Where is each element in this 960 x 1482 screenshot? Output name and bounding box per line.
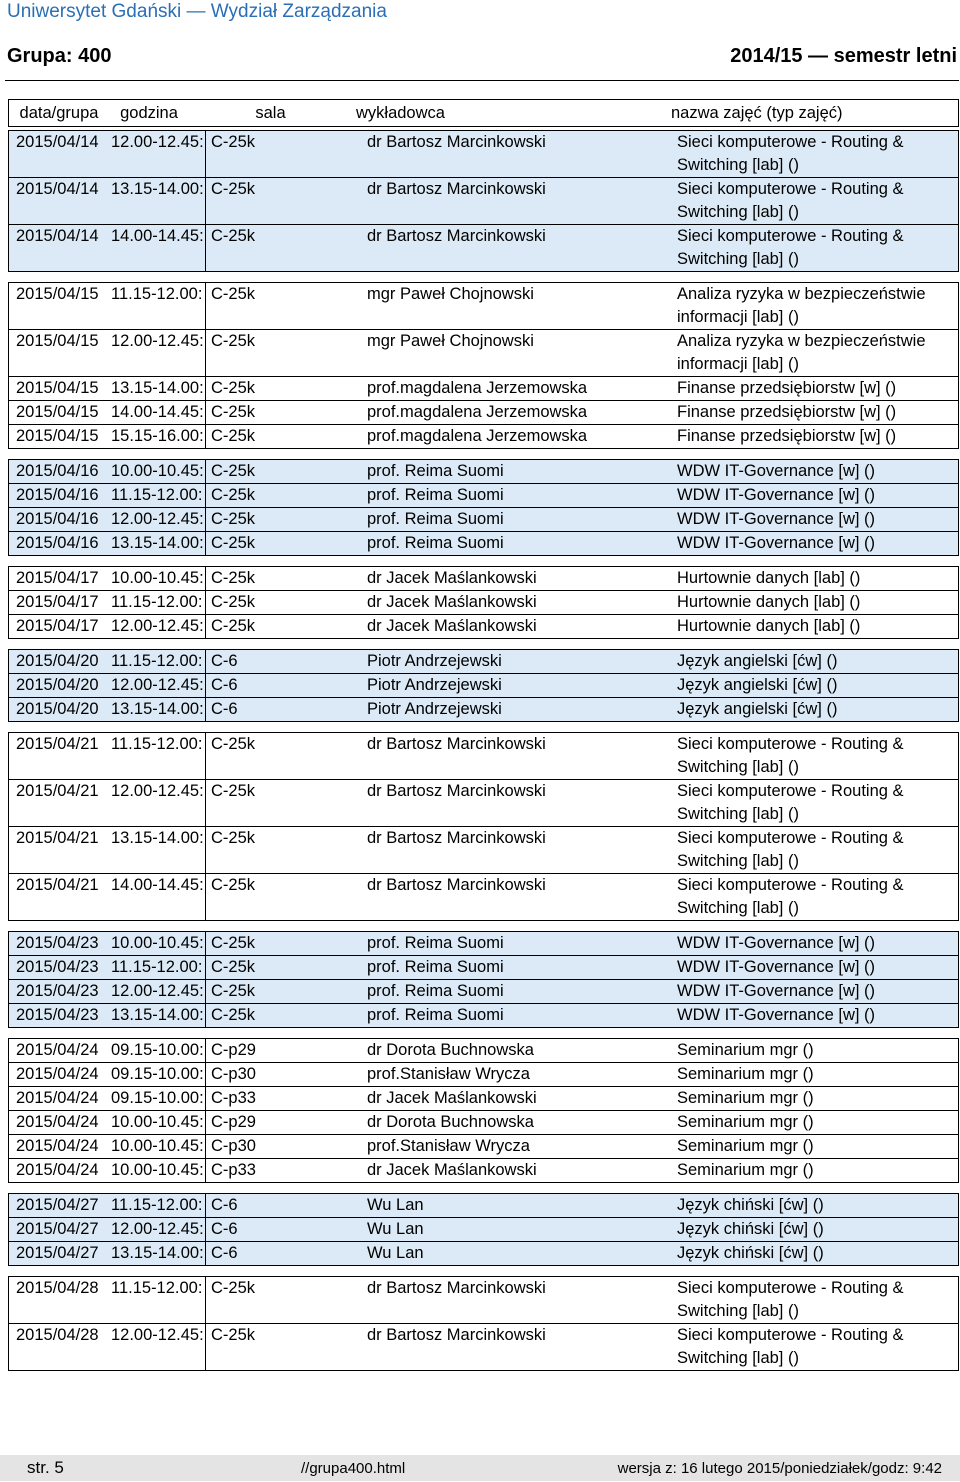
cell-room: C-p33 <box>211 1089 256 1107</box>
cell-room: C-25k <box>211 133 256 151</box>
table-row <box>8 826 959 874</box>
cell-teacher: prof. Reima Suomi <box>367 486 504 504</box>
cell-date: 2015/04/16 <box>16 534 99 552</box>
cell-date: 2015/04/16 <box>16 486 99 504</box>
cell-time: 15.15-16.00: <box>109 425 206 448</box>
table-row <box>8 282 959 330</box>
cell-room: C-p29 <box>211 1113 256 1131</box>
table-row <box>8 224 959 272</box>
cell-time: 12.00-12.45: <box>109 131 206 177</box>
header-teacher: wykładowca <box>356 103 445 122</box>
cell-room: C-25k <box>211 403 256 421</box>
cell-room: C-25k <box>211 462 256 480</box>
cell-time: 12.00-12.45: <box>109 1324 206 1370</box>
cell-date: 2015/04/20 <box>16 700 99 718</box>
cell-date: 2015/04/21 <box>16 829 99 847</box>
table-row <box>8 376 959 401</box>
cell-date: 2015/04/17 <box>16 569 99 587</box>
cell-teacher: dr Dorota Buchnowska <box>367 1041 534 1059</box>
cell-date: 2015/04/14 <box>16 180 99 198</box>
schedule-table <box>8 99 959 1382</box>
table-row <box>8 697 959 722</box>
cell-room: C-25k <box>211 379 256 397</box>
table-row <box>8 531 959 556</box>
cell-subject: Seminarium mgr () <box>677 1137 814 1155</box>
cell-teacher: dr Jacek Maślankowski <box>367 1089 537 1107</box>
cell-date: 2015/04/24 <box>16 1089 99 1107</box>
cell-date: 2015/04/24 <box>16 1113 99 1131</box>
cell-time: 10.00-10.45: <box>109 460 206 483</box>
cell-teacher: dr Jacek Maślankowski <box>367 593 537 611</box>
cell-teacher: dr Bartosz Marcinkowski <box>367 782 546 800</box>
cell-subject: Język chiński [ćw] () <box>677 1196 824 1214</box>
cell-room: C-6 <box>211 1196 238 1214</box>
cell-date: 2015/04/28 <box>16 1279 99 1297</box>
cell-date: 2015/04/21 <box>16 876 99 894</box>
cell-room: C-6 <box>211 652 238 670</box>
cell-date: 2015/04/23 <box>16 934 99 952</box>
cell-room: C-25k <box>211 227 256 245</box>
cell-subject: WDW IT-Governance [w] () <box>677 462 876 480</box>
table-row <box>8 1193 959 1218</box>
cell-teacher: dr Bartosz Marcinkowski <box>367 180 546 198</box>
day-group <box>8 130 959 272</box>
cell-teacher: Piotr Andrzejewski <box>367 652 502 670</box>
header-date: data/grupa <box>19 103 99 122</box>
cell-teacher: Wu Lan <box>367 1220 424 1238</box>
cell-teacher: prof. Reima Suomi <box>367 982 504 1000</box>
table-row <box>8 459 959 484</box>
table-row <box>8 955 959 980</box>
table-header <box>8 99 959 127</box>
cell-time: 11.15-12.00: <box>109 484 206 507</box>
cell-date: 2015/04/27 <box>16 1244 99 1262</box>
cell-subject: WDW IT-Governance [w] () <box>677 934 876 952</box>
cell-subject: Hurtownie danych [lab] () <box>677 569 861 587</box>
cell-date: 2015/04/23 <box>16 958 99 976</box>
cell-teacher: prof.Stanisław Wrycza <box>367 1137 530 1155</box>
cell-teacher: dr Jacek Maślankowski <box>367 1161 537 1179</box>
table-row <box>8 732 959 780</box>
table-row <box>8 1323 959 1371</box>
cell-subject: Finanse przedsiębiorstw [w] () <box>677 403 897 421</box>
cell-time: 09.15-10.00: <box>109 1087 206 1110</box>
cell-subject: Finanse przedsiębiorstw [w] () <box>677 379 897 397</box>
cell-date: 2015/04/15 <box>16 285 99 303</box>
cell-room: C-25k <box>211 332 256 350</box>
table-row <box>8 1086 959 1111</box>
cell-subject: Seminarium mgr () <box>677 1161 814 1179</box>
semester-label: 2014/15 — semestr letni <box>730 45 957 67</box>
day-group <box>8 1038 959 1183</box>
table-row <box>8 1134 959 1159</box>
table-row <box>8 1003 959 1028</box>
cell-teacher: prof.magdalena Jerzemowska <box>367 403 588 421</box>
cell-subject: Sieci komputerowe - Routing & Switching [lab] () <box>677 1326 904 1367</box>
cell-teacher: dr Jacek Maślankowski <box>367 569 537 587</box>
cell-room: C-25k <box>211 1279 256 1297</box>
cell-time: 12.00-12.45: <box>109 980 206 1003</box>
cell-date: 2015/04/23 <box>16 982 99 1000</box>
cell-subject: Sieci komputerowe - Routing & Switching [lab] () <box>677 829 904 870</box>
cell-time: 10.00-10.45: <box>109 1111 206 1134</box>
cell-time: 10.00-10.45: <box>109 1135 206 1158</box>
page-url: //grupa400.html <box>301 1460 406 1477</box>
cell-room: C-6 <box>211 1220 238 1238</box>
cell-teacher: prof. Reima Suomi <box>367 510 504 528</box>
cell-teacher: dr Bartosz Marcinkowski <box>367 1279 546 1297</box>
cell-subject: Sieci komputerowe - Routing & Switching [lab] () <box>677 1279 904 1320</box>
cell-teacher: prof. Reima Suomi <box>367 934 504 952</box>
table-row <box>8 400 959 425</box>
table-row <box>8 424 959 449</box>
cell-time: 12.00-12.45: <box>109 1218 206 1241</box>
header-subject: nazwa zajęć (typ zajęć) <box>671 103 843 122</box>
cell-room: C-6 <box>211 700 238 718</box>
cell-subject: WDW IT-Governance [w] () <box>677 486 876 504</box>
cell-subject: Seminarium mgr () <box>677 1041 814 1059</box>
cell-date: 2015/04/15 <box>16 403 99 421</box>
cell-time: 11.15-12.00: <box>109 591 206 614</box>
table-row <box>8 1062 959 1087</box>
cell-time: 12.00-12.45: <box>109 615 206 638</box>
table-row <box>8 779 959 827</box>
cell-time: 14.00-14.45: <box>109 401 206 424</box>
cell-time: 09.15-10.00: <box>109 1063 206 1086</box>
cell-teacher: Wu Lan <box>367 1196 424 1214</box>
cell-teacher: dr Dorota Buchnowska <box>367 1113 534 1131</box>
cell-time: 13.15-14.00: <box>109 178 206 224</box>
cell-time: 12.00-12.45: <box>109 674 206 697</box>
cell-subject: Język angielski [ćw] () <box>677 676 838 694</box>
day-group <box>8 459 959 556</box>
cell-time: 14.00-14.45: <box>109 874 206 920</box>
cell-subject: Hurtownie danych [lab] () <box>677 617 861 635</box>
cell-subject: Sieci komputerowe - Routing & Switching [lab] () <box>677 227 904 268</box>
table-row <box>8 614 959 639</box>
cell-date: 2015/04/24 <box>16 1041 99 1059</box>
table-row <box>8 130 959 178</box>
cell-date: 2015/04/14 <box>16 227 99 245</box>
table-row <box>8 483 959 508</box>
day-group <box>8 732 959 921</box>
table-row <box>8 177 959 225</box>
cell-subject: Analiza ryzyka w bezpieczeństwie informacji [lab] () <box>677 332 926 373</box>
cell-subject: Seminarium mgr () <box>677 1113 814 1131</box>
cell-subject: Sieci komputerowe - Routing & Switching [lab] () <box>677 735 904 776</box>
table-row <box>8 1038 959 1063</box>
cell-room: C-25k <box>211 180 256 198</box>
cell-teacher: Wu Lan <box>367 1244 424 1262</box>
cell-room: C-6 <box>211 1244 238 1262</box>
version-info: wersja z: 16 lutego 2015/poniedziałek/godz: 9:42 <box>617 1460 942 1477</box>
cell-subject: WDW IT-Governance [w] () <box>677 510 876 528</box>
cell-date: 2015/04/24 <box>16 1065 99 1083</box>
header-room: sala <box>255 103 286 122</box>
cell-teacher: prof.magdalena Jerzemowska <box>367 427 588 445</box>
cell-time: 12.00-12.45: <box>109 330 206 376</box>
cell-date: 2015/04/15 <box>16 332 99 350</box>
cell-subject: Język angielski [ćw] () <box>677 652 838 670</box>
cell-teacher: prof.Stanisław Wrycza <box>367 1065 530 1083</box>
cell-time: 11.15-12.00: <box>109 956 206 979</box>
table-row <box>8 590 959 615</box>
cell-room: C-25k <box>211 1006 256 1024</box>
table-row <box>8 979 959 1004</box>
cell-room: C-25k <box>211 285 256 303</box>
cell-room: C-25k <box>211 1326 256 1344</box>
table-row <box>8 1276 959 1324</box>
cell-date: 2015/04/20 <box>16 676 99 694</box>
table-row <box>8 566 959 591</box>
cell-teacher: prof. Reima Suomi <box>367 534 504 552</box>
cell-room: C-p30 <box>211 1137 256 1155</box>
page-number: str. 5 <box>27 1458 64 1477</box>
cell-date: 2015/04/27 <box>16 1220 99 1238</box>
cell-teacher: dr Bartosz Marcinkowski <box>367 1326 546 1344</box>
cell-room: C-25k <box>211 958 256 976</box>
cell-time: 10.00-10.45: <box>109 1159 206 1182</box>
cell-time: 13.15-14.00: <box>109 698 206 721</box>
table-row <box>8 673 959 698</box>
cell-time: 13.15-14.00: <box>109 827 206 873</box>
day-group <box>8 1193 959 1266</box>
cell-teacher: mgr Paweł Chojnowski <box>367 332 534 350</box>
cell-room: C-25k <box>211 427 256 445</box>
cell-teacher: prof. Reima Suomi <box>367 958 504 976</box>
day-group <box>8 566 959 639</box>
header-divider <box>5 80 959 81</box>
cell-subject: Analiza ryzyka w bezpieczeństwie informacji [lab] () <box>677 285 926 326</box>
day-group <box>8 649 959 722</box>
cell-room: C-25k <box>211 829 256 847</box>
university-title: Uniwersytet Gdański — Wydział Zarządzania <box>7 1 387 22</box>
cell-room: C-25k <box>211 569 256 587</box>
cell-date: 2015/04/17 <box>16 617 99 635</box>
cell-subject: Język angielski [ćw] () <box>677 700 838 718</box>
cell-subject: Język chiński [ćw] () <box>677 1220 824 1238</box>
cell-teacher: prof.magdalena Jerzemowska <box>367 379 588 397</box>
day-group <box>8 282 959 449</box>
cell-teacher: dr Bartosz Marcinkowski <box>367 133 546 151</box>
cell-room: C-25k <box>211 534 256 552</box>
cell-time: 13.15-14.00: <box>109 1004 206 1027</box>
cell-date: 2015/04/16 <box>16 462 99 480</box>
cell-date: 2015/04/27 <box>16 1196 99 1214</box>
cell-room: C-25k <box>211 735 256 753</box>
cell-date: 2015/04/20 <box>16 652 99 670</box>
cell-time: 10.00-10.45: <box>109 567 206 590</box>
table-row <box>8 329 959 377</box>
cell-teacher: dr Bartosz Marcinkowski <box>367 876 546 894</box>
cell-date: 2015/04/23 <box>16 1006 99 1024</box>
cell-teacher: Piotr Andrzejewski <box>367 700 502 718</box>
table-row <box>8 649 959 674</box>
cell-subject: WDW IT-Governance [w] () <box>677 982 876 1000</box>
cell-teacher: dr Bartosz Marcinkowski <box>367 829 546 847</box>
group-label: Grupa: 400 <box>7 45 112 67</box>
cell-subject: Hurtownie danych [lab] () <box>677 593 861 611</box>
cell-time: 14.00-14.45: <box>109 225 206 271</box>
cell-subject: WDW IT-Governance [w] () <box>677 1006 876 1024</box>
cell-teacher: dr Jacek Maślankowski <box>367 617 537 635</box>
cell-date: 2015/04/17 <box>16 593 99 611</box>
cell-subject: Finanse przedsiębiorstw [w] () <box>677 427 897 445</box>
header-time: godzina <box>120 103 178 122</box>
cell-time: 11.15-12.00: <box>109 1277 206 1323</box>
cell-subject: WDW IT-Governance [w] () <box>677 534 876 552</box>
cell-date: 2015/04/15 <box>16 427 99 445</box>
cell-teacher: Piotr Andrzejewski <box>367 676 502 694</box>
cell-room: C-p29 <box>211 1041 256 1059</box>
schedule-groups <box>8 130 959 1371</box>
table-row <box>8 1158 959 1183</box>
cell-subject: Seminarium mgr () <box>677 1089 814 1107</box>
cell-time: 11.15-12.00: <box>109 1194 206 1217</box>
cell-time: 11.15-12.00: <box>109 283 206 329</box>
cell-subject: Sieci komputerowe - Routing & Switching [lab] () <box>677 876 904 917</box>
table-row <box>8 873 959 921</box>
cell-room: C-25k <box>211 876 256 894</box>
cell-date: 2015/04/15 <box>16 379 99 397</box>
cell-time: 11.15-12.00: <box>109 733 206 779</box>
cell-subject: Sieci komputerowe - Routing & Switching [lab] () <box>677 180 904 221</box>
cell-time: 13.15-14.00: <box>109 377 206 400</box>
cell-time: 09.15-10.00: <box>109 1039 206 1062</box>
cell-subject: Język chiński [ćw] () <box>677 1244 824 1262</box>
cell-room: C-25k <box>211 510 256 528</box>
cell-room: C-25k <box>211 934 256 952</box>
cell-time: 12.00-12.45: <box>109 780 206 826</box>
cell-date: 2015/04/21 <box>16 735 99 753</box>
cell-subject: Seminarium mgr () <box>677 1065 814 1083</box>
cell-teacher: prof. Reima Suomi <box>367 462 504 480</box>
table-row <box>8 1241 959 1266</box>
cell-room: C-25k <box>211 593 256 611</box>
table-row <box>8 931 959 956</box>
cell-date: 2015/04/16 <box>16 510 99 528</box>
cell-room: C-p30 <box>211 1065 256 1083</box>
cell-time: 13.15-14.00: <box>109 532 206 555</box>
cell-time: 13.15-14.00: <box>109 1242 206 1265</box>
cell-room: C-25k <box>211 486 256 504</box>
table-row <box>8 1217 959 1242</box>
cell-room: C-25k <box>211 617 256 635</box>
day-group <box>8 931 959 1028</box>
cell-date: 2015/04/28 <box>16 1326 99 1344</box>
table-row <box>8 1110 959 1135</box>
cell-time: 12.00-12.45: <box>109 508 206 531</box>
cell-teacher: mgr Paweł Chojnowski <box>367 285 534 303</box>
table-row <box>8 507 959 532</box>
cell-date: 2015/04/24 <box>16 1137 99 1155</box>
cell-teacher: prof. Reima Suomi <box>367 1006 504 1024</box>
cell-time: 11.15-12.00: <box>109 650 206 673</box>
cell-teacher: dr Bartosz Marcinkowski <box>367 227 546 245</box>
cell-subject: WDW IT-Governance [w] () <box>677 958 876 976</box>
cell-time: 10.00-10.45: <box>109 932 206 955</box>
cell-room: C-p33 <box>211 1161 256 1179</box>
cell-room: C-25k <box>211 982 256 1000</box>
cell-room: C-6 <box>211 676 238 694</box>
cell-subject: Sieci komputerowe - Routing & Switching [lab] () <box>677 133 904 174</box>
cell-date: 2015/04/24 <box>16 1161 99 1179</box>
day-group <box>8 1276 959 1371</box>
cell-teacher: dr Bartosz Marcinkowski <box>367 735 546 753</box>
cell-date: 2015/04/21 <box>16 782 99 800</box>
cell-room: C-25k <box>211 782 256 800</box>
cell-date: 2015/04/14 <box>16 133 99 151</box>
cell-subject: Sieci komputerowe - Routing & Switching [lab] () <box>677 782 904 823</box>
